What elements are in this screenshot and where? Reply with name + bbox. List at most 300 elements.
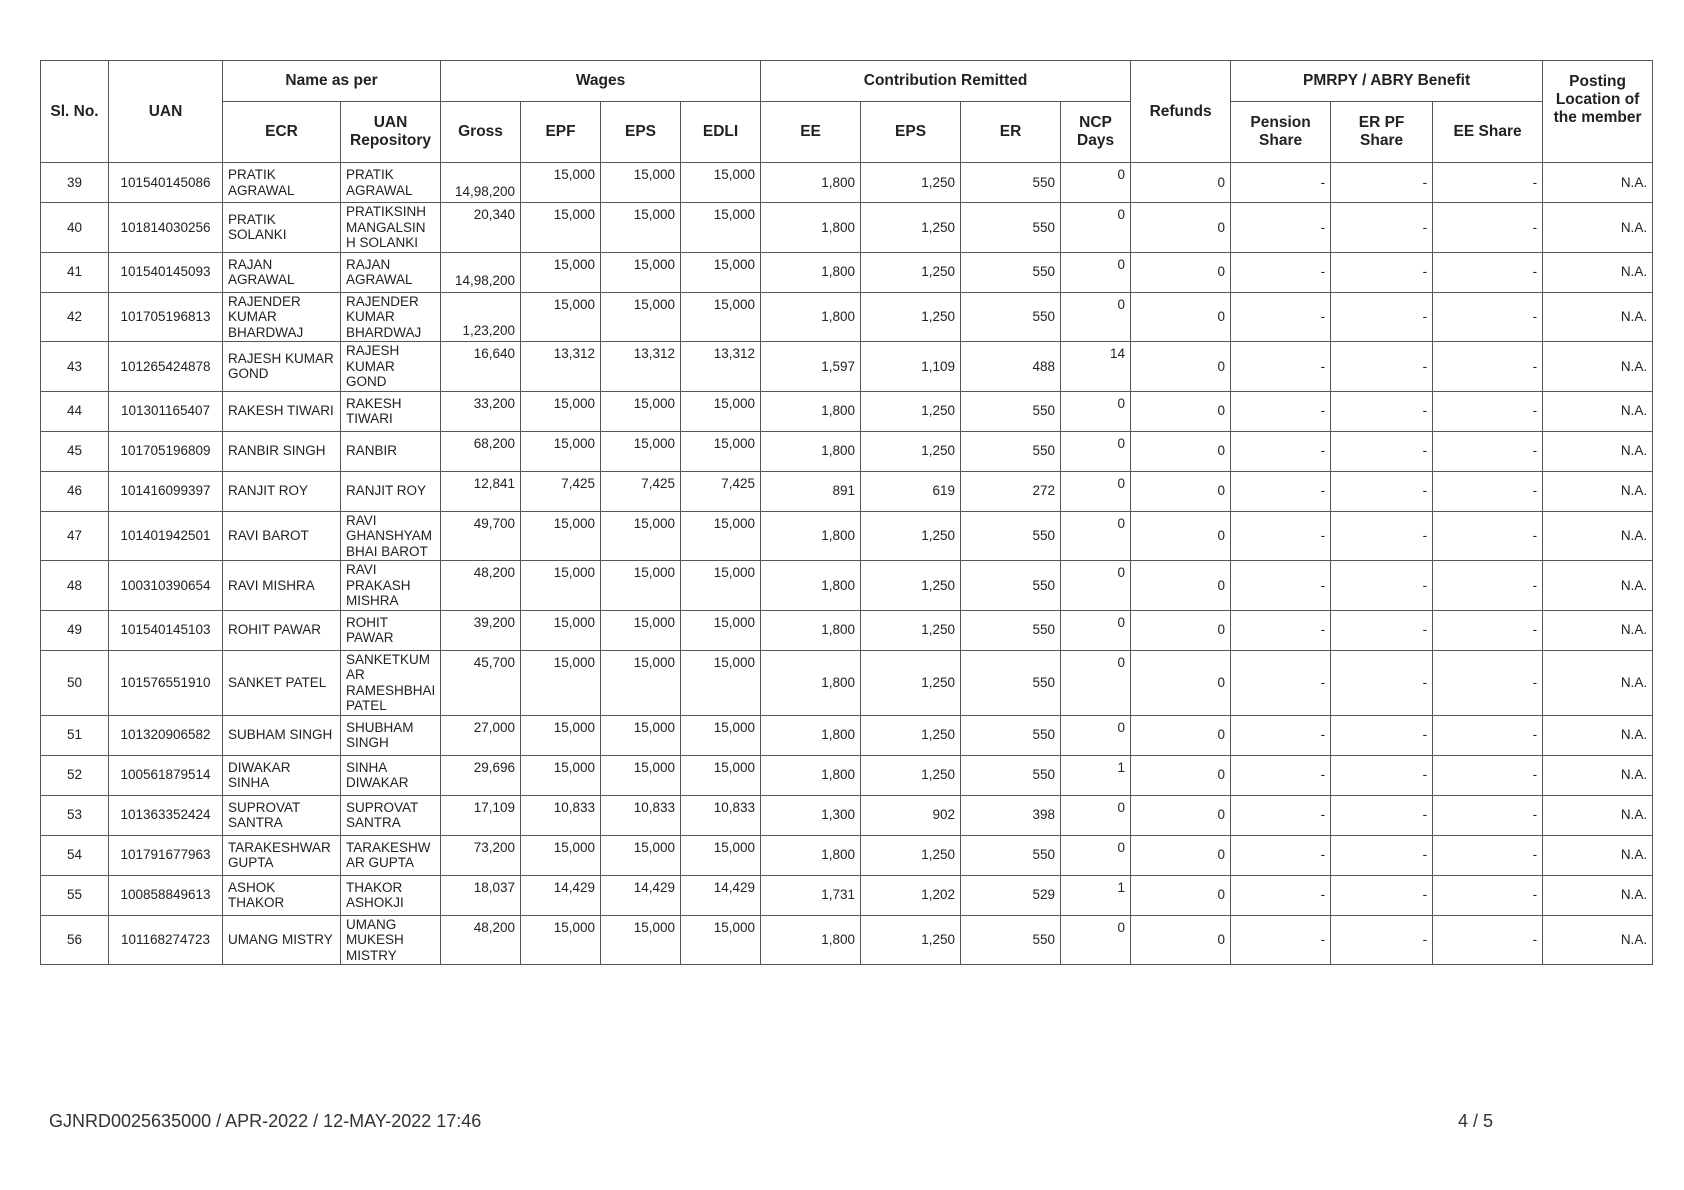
cell-ncp-days: 0: [1061, 650, 1131, 715]
cell-sl-no: 41: [41, 252, 109, 292]
cell-refunds: 0: [1131, 650, 1231, 715]
cell-ee: 1,800: [761, 391, 861, 431]
cell-eps-wages: 15,000: [601, 431, 681, 471]
cell-edli: 15,000: [681, 391, 761, 431]
cell-ncp-days: 0: [1061, 471, 1131, 511]
cell-pension-share: -: [1231, 342, 1331, 392]
table-row: [41, 471, 1653, 511]
cell-ee-share: -: [1433, 391, 1543, 431]
cell-gross: 39,200: [441, 610, 521, 650]
cell-eps-wages: 15,000: [601, 511, 681, 561]
footer-document-reference: GJNRD0025635000 / APR-2022 / 12-MAY-2022 17:46: [49, 1111, 482, 1131]
cell-ecr-name: PRATIK AGRAWAL: [223, 163, 341, 203]
cell-eps-contribution: 1,250: [861, 431, 961, 471]
cell-er-pf-share: -: [1331, 511, 1433, 561]
cell-er: 550: [961, 292, 1061, 342]
cell-eps-contribution: 1,250: [861, 835, 961, 875]
cell-ecr-name: TARAKESHWAR GUPTA: [223, 835, 341, 875]
cell-ecr-name: RAJAN AGRAWAL: [223, 252, 341, 292]
cell-ecr-name: RANBIR SINGH: [223, 431, 341, 471]
cell-eps-contribution: 1,250: [861, 163, 961, 203]
cell-edli: 15,000: [681, 610, 761, 650]
cell-refunds: 0: [1131, 431, 1231, 471]
cell-eps-wages: 15,000: [601, 755, 681, 795]
cell-epf: 14,429: [521, 875, 601, 915]
header-gross: Gross: [441, 102, 521, 163]
cell-er: 488: [961, 342, 1061, 392]
cell-eps-contribution: 1,250: [861, 292, 961, 342]
cell-ee-share: -: [1433, 292, 1543, 342]
cell-uan-repository-name: PRATIK AGRAWAL: [341, 163, 441, 203]
cell-ncp-days: 0: [1061, 292, 1131, 342]
cell-posting-location: N.A.: [1543, 292, 1653, 342]
cell-epf: 15,000: [521, 511, 601, 561]
cell-ee: 1,597: [761, 342, 861, 392]
cell-sl-no: 50: [41, 650, 109, 715]
cell-uan-repository-name: RAVI PRAKASH MISHRA: [341, 561, 441, 611]
cell-uan: 101814030256: [109, 203, 223, 253]
cell-pension-share: -: [1231, 561, 1331, 611]
cell-gross: 1,23,200: [441, 292, 521, 342]
cell-pension-share: -: [1231, 511, 1331, 561]
table-row: [41, 511, 1653, 561]
cell-er: 550: [961, 755, 1061, 795]
cell-ncp-days: 0: [1061, 795, 1131, 835]
table-row: [41, 203, 1653, 253]
table-row: [41, 650, 1653, 715]
cell-pension-share: -: [1231, 431, 1331, 471]
cell-uan-repository-name: RAJESH KUMAR GOND: [341, 342, 441, 392]
cell-ncp-days: 0: [1061, 391, 1131, 431]
header-posting-location: Posting Location of the member: [1543, 61, 1653, 163]
cell-ee-share: -: [1433, 342, 1543, 392]
cell-gross: 29,696: [441, 755, 521, 795]
cell-er-pf-share: -: [1331, 755, 1433, 795]
cell-er: 550: [961, 561, 1061, 611]
cell-uan: 101540145086: [109, 163, 223, 203]
cell-ecr-name: SUBHAM SINGH: [223, 715, 341, 755]
cell-sl-no: 53: [41, 795, 109, 835]
cell-ee: 1,800: [761, 252, 861, 292]
cell-sl-no: 43: [41, 342, 109, 392]
cell-uan: 100858849613: [109, 875, 223, 915]
cell-sl-no: 46: [41, 471, 109, 511]
cell-eps-wages: 13,312: [601, 342, 681, 392]
cell-posting-location: N.A.: [1543, 915, 1653, 965]
cell-er-pf-share: -: [1331, 471, 1433, 511]
cell-eps-wages: 15,000: [601, 835, 681, 875]
cell-epf: 15,000: [521, 755, 601, 795]
cell-pension-share: -: [1231, 795, 1331, 835]
cell-eps-contribution: 1,250: [861, 203, 961, 253]
cell-posting-location: N.A.: [1543, 203, 1653, 253]
cell-posting-location: N.A.: [1543, 561, 1653, 611]
cell-eps-contribution: 1,250: [861, 915, 961, 965]
cell-er-pf-share: -: [1331, 252, 1433, 292]
cell-ee: 1,800: [761, 650, 861, 715]
table-row: [41, 835, 1653, 875]
cell-uan-repository-name: TARAKESHW AR GUPTA: [341, 835, 441, 875]
cell-gross: 20,340: [441, 203, 521, 253]
cell-refunds: 0: [1131, 915, 1231, 965]
cell-sl-no: 47: [41, 511, 109, 561]
cell-refunds: 0: [1131, 610, 1231, 650]
cell-pension-share: -: [1231, 650, 1331, 715]
cell-posting-location: N.A.: [1543, 471, 1653, 511]
cell-edli: 15,000: [681, 561, 761, 611]
cell-ee-share: -: [1433, 610, 1543, 650]
cell-gross: 33,200: [441, 391, 521, 431]
header-ee-share: EE Share: [1433, 102, 1543, 163]
cell-epf: 15,000: [521, 252, 601, 292]
cell-ecr-name: RAJENDER KUMAR BHARDWAJ: [223, 292, 341, 342]
cell-eps-contribution: 1,250: [861, 561, 961, 611]
cell-sl-no: 42: [41, 292, 109, 342]
cell-gross: 73,200: [441, 835, 521, 875]
cell-er: 272: [961, 471, 1061, 511]
cell-uan: 101265424878: [109, 342, 223, 392]
cell-refunds: 0: [1131, 715, 1231, 755]
cell-ee: 891: [761, 471, 861, 511]
cell-ncp-days: 1: [1061, 875, 1131, 915]
cell-uan: 100310390654: [109, 561, 223, 611]
cell-ee-share: -: [1433, 795, 1543, 835]
header-refunds: Refunds: [1131, 61, 1231, 163]
cell-eps-wages: 15,000: [601, 561, 681, 611]
cell-posting-location: N.A.: [1543, 163, 1653, 203]
cell-eps-contribution: 619: [861, 471, 961, 511]
header-sl-no: Sl. No.: [41, 61, 109, 163]
cell-ncp-days: 0: [1061, 835, 1131, 875]
cell-uan: 101576551910: [109, 650, 223, 715]
cell-er: 550: [961, 715, 1061, 755]
cell-refunds: 0: [1131, 755, 1231, 795]
cell-eps-contribution: 1,250: [861, 610, 961, 650]
cell-eps-contribution: 1,250: [861, 755, 961, 795]
cell-er: 550: [961, 511, 1061, 561]
cell-eps-contribution: 1,250: [861, 650, 961, 715]
cell-epf: 15,000: [521, 391, 601, 431]
cell-er: 550: [961, 835, 1061, 875]
cell-er: 550: [961, 203, 1061, 253]
cell-er-pf-share: -: [1331, 431, 1433, 471]
cell-posting-location: N.A.: [1543, 835, 1653, 875]
cell-edli: 15,000: [681, 650, 761, 715]
cell-edli: 15,000: [681, 511, 761, 561]
cell-posting-location: N.A.: [1543, 650, 1653, 715]
table-row: [41, 391, 1653, 431]
cell-eps-wages: 15,000: [601, 391, 681, 431]
cell-eps-wages: 15,000: [601, 292, 681, 342]
cell-uan-repository-name: RANBIR: [341, 431, 441, 471]
cell-eps-wages: 15,000: [601, 252, 681, 292]
cell-ncp-days: 1: [1061, 755, 1131, 795]
cell-gross: 45,700: [441, 650, 521, 715]
header-ecr: ECR: [223, 102, 341, 163]
cell-gross: 68,200: [441, 431, 521, 471]
cell-gross: 49,700: [441, 511, 521, 561]
cell-ncp-days: 0: [1061, 203, 1131, 253]
cell-ncp-days: 0: [1061, 252, 1131, 292]
cell-refunds: 0: [1131, 875, 1231, 915]
cell-sl-no: 40: [41, 203, 109, 253]
cell-eps-wages: 15,000: [601, 163, 681, 203]
cell-epf: 15,000: [521, 650, 601, 715]
cell-ecr-name: SANKET PATEL: [223, 650, 341, 715]
cell-ee-share: -: [1433, 650, 1543, 715]
cell-eps-wages: 10,833: [601, 795, 681, 835]
cell-pension-share: -: [1231, 875, 1331, 915]
cell-uan-repository-name: RAKESH TIWARI: [341, 391, 441, 431]
header-ee: EE: [761, 102, 861, 163]
header-eps-wages: EPS: [601, 102, 681, 163]
cell-er-pf-share: -: [1331, 391, 1433, 431]
header-uan-repository: UAN Repository: [341, 102, 441, 163]
cell-pension-share: -: [1231, 163, 1331, 203]
table-row: [41, 755, 1653, 795]
cell-ee: 1,800: [761, 203, 861, 253]
header-er-pf-share: ER PF Share: [1331, 102, 1433, 163]
cell-uan: 101168274723: [109, 915, 223, 965]
cell-uan-repository-name: SUPROVAT SANTRA: [341, 795, 441, 835]
cell-ee-share: -: [1433, 203, 1543, 253]
cell-posting-location: N.A.: [1543, 875, 1653, 915]
cell-er-pf-share: -: [1331, 342, 1433, 392]
cell-epf: 15,000: [521, 292, 601, 342]
cell-posting-location: N.A.: [1543, 715, 1653, 755]
cell-gross: 16,640: [441, 342, 521, 392]
cell-refunds: 0: [1131, 163, 1231, 203]
header-edli: EDLI: [681, 102, 761, 163]
header-name-as-per: Name as per: [223, 61, 441, 102]
cell-edli: 14,429: [681, 875, 761, 915]
cell-posting-location: N.A.: [1543, 795, 1653, 835]
cell-gross: 14,98,200: [441, 163, 521, 203]
cell-eps-contribution: 1,250: [861, 511, 961, 561]
cell-ncp-days: 14: [1061, 342, 1131, 392]
cell-er-pf-share: -: [1331, 203, 1433, 253]
cell-ee-share: -: [1433, 471, 1543, 511]
table-row: [41, 875, 1653, 915]
cell-sl-no: 52: [41, 755, 109, 795]
header-er: ER: [961, 102, 1061, 163]
table-row: [41, 252, 1653, 292]
cell-pension-share: -: [1231, 715, 1331, 755]
cell-epf: 15,000: [521, 610, 601, 650]
cell-ee: 1,800: [761, 431, 861, 471]
cell-epf: 15,000: [521, 915, 601, 965]
table-row: [41, 342, 1653, 392]
cell-ecr-name: SUPROVAT SANTRA: [223, 795, 341, 835]
cell-er-pf-share: -: [1331, 163, 1433, 203]
header-uan: UAN: [109, 61, 223, 163]
cell-uan: 101705196809: [109, 431, 223, 471]
header-wages: Wages: [441, 61, 761, 102]
cell-edli: 15,000: [681, 915, 761, 965]
cell-gross: 17,109: [441, 795, 521, 835]
cell-ee-share: -: [1433, 835, 1543, 875]
cell-ee: 1,800: [761, 755, 861, 795]
cell-uan: 101540145103: [109, 610, 223, 650]
cell-uan-repository-name: PRATIKSINH MANGALSIN H SOLANKI: [341, 203, 441, 253]
cell-er: 550: [961, 650, 1061, 715]
cell-ee-share: -: [1433, 915, 1543, 965]
cell-ee-share: -: [1433, 252, 1543, 292]
cell-uan: 101363352424: [109, 795, 223, 835]
cell-pension-share: -: [1231, 610, 1331, 650]
cell-er-pf-share: -: [1331, 915, 1433, 965]
cell-er-pf-share: -: [1331, 875, 1433, 915]
table-row: [41, 795, 1653, 835]
cell-er-pf-share: -: [1331, 715, 1433, 755]
cell-gross: 14,98,200: [441, 252, 521, 292]
cell-ecr-name: RAVI MISHRA: [223, 561, 341, 611]
cell-ee-share: -: [1433, 163, 1543, 203]
cell-pension-share: -: [1231, 252, 1331, 292]
cell-uan: 101540145093: [109, 252, 223, 292]
cell-er: 529: [961, 875, 1061, 915]
cell-uan: 101301165407: [109, 391, 223, 431]
cell-edli: 15,000: [681, 755, 761, 795]
cell-pension-share: -: [1231, 471, 1331, 511]
cell-ee: 1,800: [761, 915, 861, 965]
cell-ee: 1,800: [761, 292, 861, 342]
cell-er-pf-share: -: [1331, 795, 1433, 835]
cell-edli: 15,000: [681, 163, 761, 203]
cell-eps-contribution: 1,109: [861, 342, 961, 392]
cell-epf: 15,000: [521, 835, 601, 875]
table-row: [41, 292, 1653, 342]
cell-refunds: 0: [1131, 471, 1231, 511]
cell-epf: 7,425: [521, 471, 601, 511]
footer-page-number: 4 / 5: [1458, 1111, 1494, 1131]
cell-refunds: 0: [1131, 203, 1231, 253]
table-row: [41, 561, 1653, 611]
cell-ecr-name: RAJESH KUMAR GOND: [223, 342, 341, 392]
cell-uan: 101705196813: [109, 292, 223, 342]
cell-uan-repository-name: RAVI GHANSHYAM BHAI BAROT: [341, 511, 441, 561]
cell-ee: 1,800: [761, 610, 861, 650]
table-row: [41, 915, 1653, 965]
header-pension-share: Pension Share: [1231, 102, 1331, 163]
cell-edli: 15,000: [681, 252, 761, 292]
cell-edli: 15,000: [681, 431, 761, 471]
header-ncp-days: NCP Days: [1061, 102, 1131, 163]
cell-eps-wages: 15,000: [601, 203, 681, 253]
cell-ee: 1,800: [761, 511, 861, 561]
cell-sl-no: 55: [41, 875, 109, 915]
cell-er-pf-share: -: [1331, 835, 1433, 875]
cell-ee: 1,300: [761, 795, 861, 835]
cell-epf: 13,312: [521, 342, 601, 392]
table-row: [41, 431, 1653, 471]
cell-sl-no: 48: [41, 561, 109, 611]
cell-er: 550: [961, 610, 1061, 650]
header-eps-contribution: EPS: [861, 102, 961, 163]
cell-pension-share: -: [1231, 755, 1331, 795]
cell-sl-no: 39: [41, 163, 109, 203]
cell-eps-wages: 7,425: [601, 471, 681, 511]
cell-er: 550: [961, 431, 1061, 471]
table-row: [41, 715, 1653, 755]
cell-ee-share: -: [1433, 511, 1543, 561]
cell-eps-wages: 15,000: [601, 650, 681, 715]
cell-ee: 1,800: [761, 715, 861, 755]
cell-posting-location: N.A.: [1543, 610, 1653, 650]
cell-er-pf-share: -: [1331, 561, 1433, 611]
cell-ncp-days: 0: [1061, 511, 1131, 561]
cell-uan-repository-name: SHUBHAM SINGH: [341, 715, 441, 755]
cell-posting-location: N.A.: [1543, 511, 1653, 561]
cell-sl-no: 51: [41, 715, 109, 755]
header-pmrpy-abry: PMRPY / ABRY Benefit: [1231, 61, 1543, 102]
cell-eps-contribution: 1,250: [861, 252, 961, 292]
cell-edli: 10,833: [681, 795, 761, 835]
cell-ecr-name: UMANG MISTRY: [223, 915, 341, 965]
cell-sl-no: 56: [41, 915, 109, 965]
cell-ee-share: -: [1433, 875, 1543, 915]
table-body: [41, 163, 1653, 965]
cell-edli: 15,000: [681, 292, 761, 342]
cell-uan: 100561879514: [109, 755, 223, 795]
cell-edli: 7,425: [681, 471, 761, 511]
cell-ecr-name: RAKESH TIWARI: [223, 391, 341, 431]
cell-uan-repository-name: RAJAN AGRAWAL: [341, 252, 441, 292]
cell-gross: 18,037: [441, 875, 521, 915]
header-epf: EPF: [521, 102, 601, 163]
cell-gross: 48,200: [441, 915, 521, 965]
cell-ee: 1,731: [761, 875, 861, 915]
cell-er-pf-share: -: [1331, 292, 1433, 342]
cell-epf: 10,833: [521, 795, 601, 835]
table-row: [41, 163, 1653, 203]
cell-ecr-name: RANJIT ROY: [223, 471, 341, 511]
cell-gross: 27,000: [441, 715, 521, 755]
cell-ncp-days: 0: [1061, 431, 1131, 471]
cell-uan-repository-name: SANKETKUM AR RAMESHBHAI PATEL: [341, 650, 441, 715]
cell-ecr-name: PRATIK SOLANKI: [223, 203, 341, 253]
cell-epf: 15,000: [521, 561, 601, 611]
cell-refunds: 0: [1131, 835, 1231, 875]
cell-uan-repository-name: ROHIT PAWAR: [341, 610, 441, 650]
cell-ecr-name: ROHIT PAWAR: [223, 610, 341, 650]
cell-ncp-days: 0: [1061, 715, 1131, 755]
cell-edli: 15,000: [681, 835, 761, 875]
cell-posting-location: N.A.: [1543, 252, 1653, 292]
cell-uan: 101401942501: [109, 511, 223, 561]
cell-refunds: 0: [1131, 391, 1231, 431]
cell-uan: 101791677963: [109, 835, 223, 875]
header-contribution-remitted: Contribution Remitted: [761, 61, 1131, 102]
cell-sl-no: 54: [41, 835, 109, 875]
cell-posting-location: N.A.: [1543, 342, 1653, 392]
cell-ee-share: -: [1433, 431, 1543, 471]
cell-epf: 15,000: [521, 431, 601, 471]
cell-ee: 1,800: [761, 835, 861, 875]
cell-er: 550: [961, 915, 1061, 965]
cell-ecr-name: ASHOK THAKOR: [223, 875, 341, 915]
cell-ee-share: -: [1433, 715, 1543, 755]
cell-uan-repository-name: RAJENDER KUMAR BHARDWAJ: [341, 292, 441, 342]
cell-uan-repository-name: SINHA DIWAKAR: [341, 755, 441, 795]
cell-uan-repository-name: THAKOR ASHOKJI: [341, 875, 441, 915]
cell-edli: 15,000: [681, 715, 761, 755]
cell-ee: 1,800: [761, 163, 861, 203]
ecr-contribution-table: [40, 60, 1653, 965]
cell-eps-wages: 15,000: [601, 715, 681, 755]
cell-epf: 15,000: [521, 163, 601, 203]
cell-ee-share: -: [1433, 755, 1543, 795]
